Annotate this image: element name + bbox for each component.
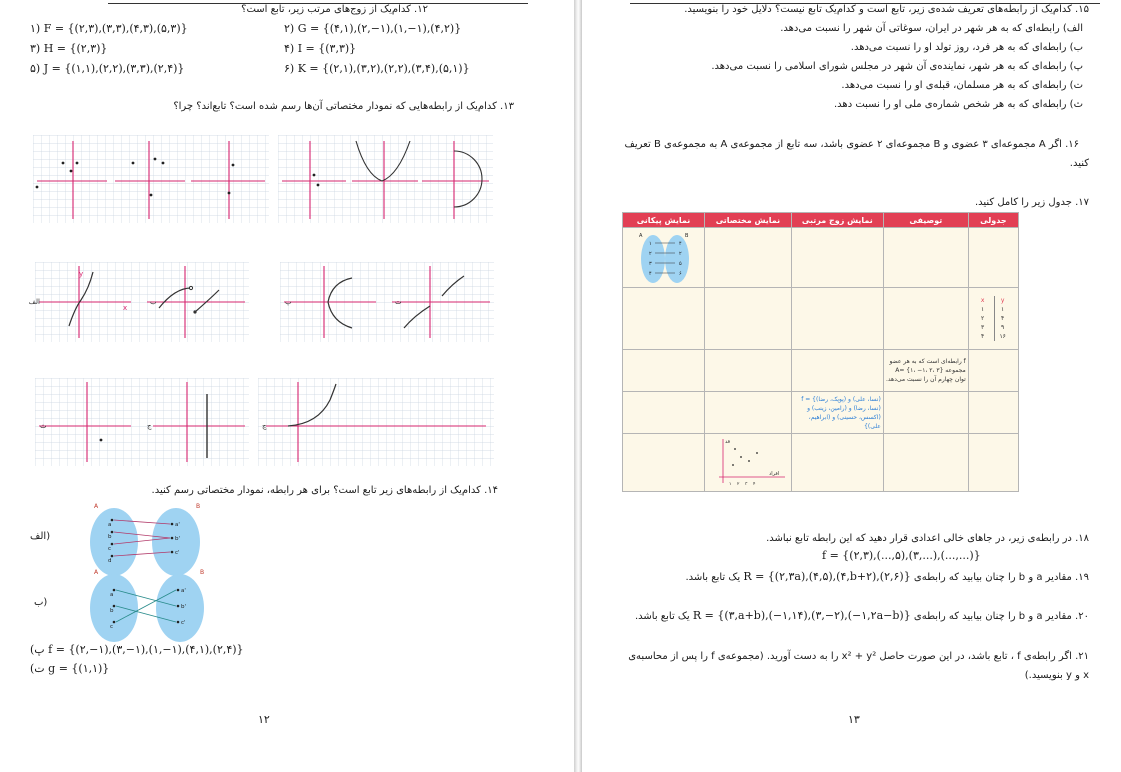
q18-expr: f = {(۲,۳),(...,۵),(۳,...),(...,...)} [822,549,981,562]
table-row [623,392,1019,434]
svg-text:c': c' [181,620,186,626]
svg-text:۲: ۲ [649,250,652,257]
cell-description: f رابطه‌ای است که به هر عضو مجموعه {۳ ،۲ ،۱− ،۱} =A توان چهارم آن را نسبت می‌دهد. [883,350,968,392]
header-desc: توصیفی [883,213,968,228]
graph-label-se: ث [40,422,47,430]
svg-text:a': a' [181,588,186,594]
q20-line: ۲۰. مقادیر a و b را چنان بیابید که رابطه‌ی R = {(۳,a+b),(−۱,۱۴),(۳,−۲),(−۱,۲a−b)} یک تابع باشد. [634,609,1089,622]
q14-item-p: (پ f = {(۲,−۱),(۳,−۱),(۱,−۱),(۴,۱),(۲,۴)} [30,643,244,656]
set-a-letter: A [639,232,643,239]
table-header-row [623,213,1019,228]
graph-panel-4 [280,262,494,342]
scatter-xlabel: افراد [768,470,780,477]
arrow-diagram-b-svg [86,568,216,646]
q12-item-4: ۴) I = {(۳,۳)} [284,42,357,55]
svg-text:a: a [110,592,114,598]
svg-text:a: a [108,522,112,528]
q12-item-3: ۳) H = {(۲,۳)} [30,42,108,55]
graph-label-che: چ [262,422,267,430]
graph-functions-svg [28,262,249,342]
axis-x-label: x [123,304,128,312]
col-x-label: x [980,297,985,304]
svg-text:۲: ۲ [679,250,682,257]
graph-panel-5 [35,378,249,466]
svg-text:A: A [94,569,99,576]
svg-text:۴: ۴ [649,270,652,277]
graph-curve-svg [258,378,494,466]
header-table: جدولی [968,213,1018,228]
set-a-letter: A [94,503,99,510]
q12-item-6: ۶) K = {(۲,۱),(۳,۲),(۲,۲),(۳,۴),(۵,۱)} [284,62,470,75]
svg-text:d: d [108,558,112,564]
mini-arrow-svg [623,229,703,287]
q14-title: ۱۴. کدام‌یک از رابطه‌های زیر تابع است؟ برای هر رابطه، نمودار مختصاتی رسم کنید. [151,485,498,496]
svg-text:c: c [110,624,114,630]
svg-text:c: c [108,546,112,552]
page-number-left: ۱۲ [258,713,270,726]
svg-text:c': c' [175,550,180,556]
set-b-letter: B [685,232,689,239]
q15-item-p: پ) رابطه‌ای که به هر شهر، نماینده‌ی آن شهر در مجلس شورای اسلامی را نسبت می‌دهد. [711,61,1083,72]
q13-title: ۱۳. کدام‌یک از رابطه‌هایی که نمودار مختصاتی آن‌ها رسم شده است؟ تابع‌اند؟ چرا؟ [173,101,514,112]
q15-item-t: ت) رابطه‌ای که به هر مسلمان، قبله‌ی او را نسبت می‌دهد. [841,80,1083,91]
book-spine [574,0,582,772]
q16-line2: کنید. [1069,158,1089,169]
graph-label-te: ت [395,298,402,306]
q21-line1: ۲۱. اگر رابطه‌ی f ، تابع باشد، در این صورت حاصل x² + y² را به دست آورید. (مجموعه‌ی f را پس از محاسبه‌ی [628,651,1089,662]
q12-title: ۱۲. کدام‌یک از زوج‌های مرتب زیر، تابع است؟ [241,4,428,15]
svg-text:۶: ۶ [679,270,682,277]
header-pairs: نمایش زوج مرتبی [791,213,883,228]
svg-text:۲: ۲ [736,481,740,487]
q15-title: ۱۵. کدام‌یک از رابطه‌های تعریف شده‌ی زیر، تابع است و کدام‌یک تابع نیست؟ دلایل خود را بنویسید. [684,4,1089,15]
col-y-label: y [1000,297,1005,304]
q12-item-1: ۱) F = {(۲,۳),(۳,۳),(۴,۳),(۵,۳)} [30,22,188,35]
mini-scatter-svg [705,435,791,491]
top-rule [108,3,528,4]
svg-text:b': b' [181,604,187,610]
graph-panel-3 [28,262,249,342]
q14-item-t: (ت g = {(۱,۱)} [30,662,110,675]
graph-label-pe: پ [285,298,292,306]
graph-lines-svg [35,378,249,466]
q21-line2: x و y بنویسید.) [1024,670,1089,681]
svg-text:b: b [108,534,112,540]
q12-item-2: ۲) G = {(۴,۱),(۲,−۱),(۱,−۱),(۴,۲)} [284,22,462,35]
cell-arrow-diagram [623,228,705,288]
graph-panel-2 [278,135,493,223]
header-arrow: نمایش پیکانی [623,213,705,228]
q19-line: ۱۹. مقادیر a و b را چنان بیابید که رابطه‌ی R = {(۲,۳a),(۴,۵),(۴,b+۲),(۲,۶)} یک تابع باشد. [685,570,1089,583]
q17-title: ۱۷. جدول زیر را کامل کنید. [974,197,1089,208]
set-b-letter: B [196,503,201,510]
svg-text:۳: ۳ [649,260,652,267]
q16-line1: ۱۶. اگر A مجموعه‌ای ۳ عضوی و B مجموعه‌ای ۲ عضوی باشد، سه تابع از مجموعه‌ی A به مجموعه‌ی B تعریف [624,139,1079,150]
q15-item-s: ث) رابطه‌ای که به هر شخص شماره‌ی ملی او را نسبت دهد. [834,99,1083,110]
diagram-a-label: الف) [30,531,51,542]
graph-label-be: ب [150,298,157,306]
graph-panel-1 [33,135,269,223]
q20-expr: R = {(۳,a+b),(−۱,۱۴),(۳,−۲),(−۱,۲a−b)} [692,609,911,622]
svg-text:۵: ۵ [679,260,682,267]
q15-item-b: ب) رابطه‌ای که به هر فرد، روز تولد او را نسبت می‌دهد. [850,42,1083,53]
svg-text:۱: ۱ [728,481,732,487]
page-number-right: ۱۳ [848,713,860,726]
cell-scatter [704,434,791,492]
graph-dots-svg [33,135,269,223]
scatter-ylabel: قد [724,438,730,445]
graph-relations-svg [280,262,494,342]
q15-item-a: الف) رابطه‌ای که به هر شهر در ایران، سوغاتی آن شهر را نسبت می‌دهد. [780,23,1083,34]
svg-text:a': a' [175,522,180,528]
q17-table [622,212,1019,492]
graph-curves-svg [278,135,493,223]
graph-label-alef: الف [28,298,40,306]
diagram-b-label: ب) [34,597,48,608]
q18-title: ۱۸. در رابطه‌ی زیر، در جاهای خالی اعدادی قرار دهید که این رابطه تابع نباشد. [766,533,1089,544]
header-coord: نمایش مختصاتی [704,213,791,228]
q12-item-5: ۵) J = {(۱,۱),(۲,۲),(۳,۳),(۲,۴)} [30,62,185,75]
table-row [623,288,1019,350]
axis-y-label: y [79,270,84,278]
svg-text:۴: ۴ [679,240,682,247]
svg-text:۳: ۳ [744,481,748,487]
svg-text:b: b [110,608,114,614]
cell-xy-table: x ۱ ۲ ۳ ۴ y ۱ ۴ ۹ ۱۶ [968,288,1018,350]
table-row [623,350,1019,392]
svg-text:b': b' [175,536,181,542]
table-row [623,228,1019,288]
graph-label-jim: ج [147,422,152,430]
q19-expr: R = {(۲,۳a),(۴,۵),(۴,b+۲),(۲,۶)} [743,570,911,583]
right-page [582,0,1121,772]
svg-text:B: B [200,569,205,576]
graph-panel-6 [258,378,494,466]
svg-text:۱: ۱ [649,240,652,247]
arrow-diagram-b [86,568,216,646]
svg-text:۴: ۴ [752,481,756,487]
cell-pairs: (نسا، علی) و (پوپک، رضا)} = f (نسا، رضا) و (رامین، زینب) و (اکسس، حسینی) و (ابراهیم، علی)} [791,392,883,434]
table-row [623,434,1019,492]
